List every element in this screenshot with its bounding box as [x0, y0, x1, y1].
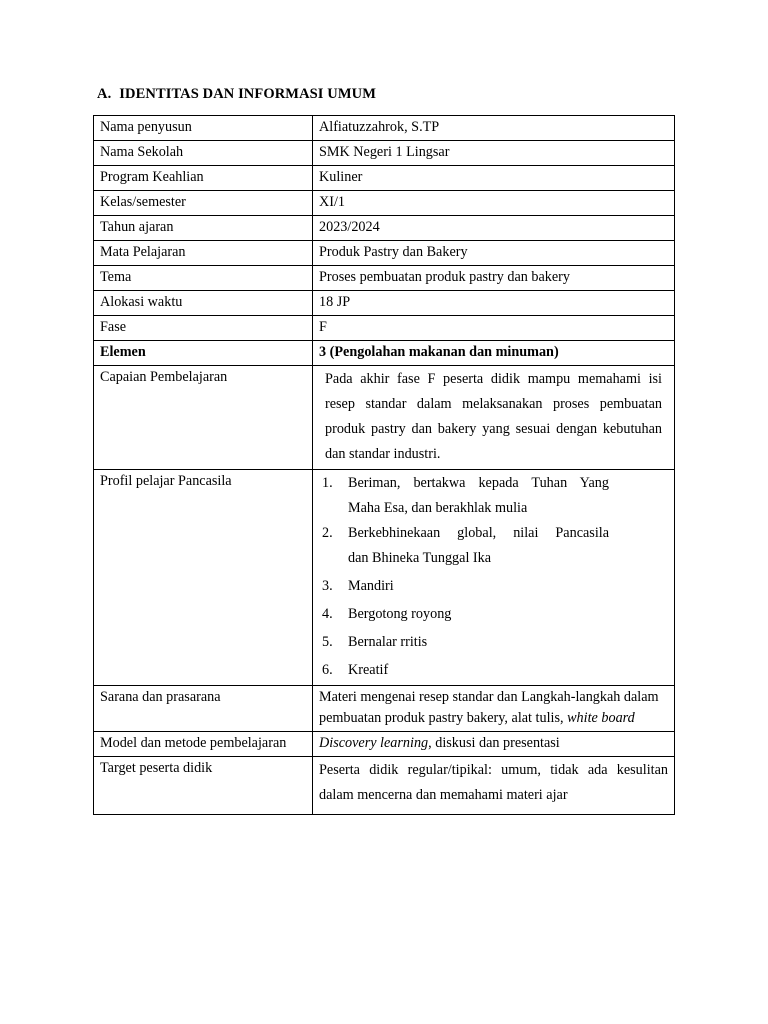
row-value-cell — [313, 732, 675, 757]
table-row — [94, 757, 675, 815]
table-row — [94, 166, 675, 191]
table-row — [94, 470, 675, 686]
row-label: Capaian Pembelajaran — [94, 366, 313, 470]
table-row — [94, 732, 675, 757]
sarana-text: Materi mengenai resep standar dan Langkah-langkah dalam pembuatan produk pastry bakery, alat tulis, — [319, 689, 659, 726]
table-row — [94, 366, 675, 470]
table-row — [94, 291, 675, 316]
table-row — [94, 116, 675, 141]
table-row — [94, 266, 675, 291]
profil-list — [319, 471, 609, 683]
row-value-cell — [313, 366, 675, 470]
list-number: 1. — [322, 475, 333, 491]
row-label: Elemen — [94, 341, 313, 366]
row-value: 3 (Pengolahan makanan dan minuman) — [313, 341, 675, 366]
list-text-line: Berkebhinekaan global, nilai Pancasila — [348, 525, 609, 541]
row-value: 18 JP — [313, 291, 675, 316]
row-value: Produk Pastry dan Bakery — [313, 241, 675, 266]
row-value: F — [313, 316, 675, 341]
row-label: Fase — [94, 316, 313, 341]
list-item — [319, 574, 609, 599]
row-value: 2023/2024 — [313, 216, 675, 241]
model-text: , diskusi dan presentasi — [428, 735, 560, 751]
list-number: 6. — [322, 662, 333, 678]
section-number: A. — [97, 86, 112, 102]
table-row — [94, 241, 675, 266]
sarana-italic-text: white board — [567, 710, 635, 726]
row-value: Alfiatuzzahrok, S.TP — [313, 116, 675, 141]
list-text: Bernalar rritis — [348, 634, 428, 650]
capaian-text: Pada akhir fase F peserta didik mampu memahami isi resep standar dalam melaksanakan proses pembuatan produk pastry dan bakery yang sesuai dengan kebutuhan dan standar industri. — [325, 371, 662, 462]
row-label: Program Keahlian — [94, 166, 313, 191]
list-text-line: dan Bhineka Tunggal Ika — [348, 550, 492, 566]
table-row — [94, 141, 675, 166]
list-number: 2. — [322, 525, 333, 541]
list-item — [319, 602, 609, 627]
list-item — [319, 630, 609, 655]
row-value: XI/1 — [313, 191, 675, 216]
list-item — [319, 471, 609, 521]
list-number: 4. — [322, 606, 333, 622]
row-value-cell — [313, 686, 675, 732]
section-title: IDENTITAS DAN INFORMASI UMUM — [119, 86, 376, 102]
table-row — [94, 191, 675, 216]
list-text: Bergotong royong — [348, 606, 452, 622]
list-text: Kreatif — [348, 662, 389, 678]
table-row — [94, 686, 675, 732]
row-label: Profil pelajar Pancasila — [94, 470, 313, 686]
model-italic-text: Discovery learning — [319, 735, 429, 751]
identity-table — [93, 115, 675, 815]
row-value: SMK Negeri 1 Lingsar — [313, 141, 675, 166]
section-heading — [97, 86, 376, 103]
row-label: Tema — [94, 266, 313, 291]
table-row — [94, 316, 675, 341]
row-label: Mata Pelajaran — [94, 241, 313, 266]
list-number: 3. — [322, 578, 333, 594]
row-value: Proses pembuatan produk pastry dan bakery — [313, 266, 675, 291]
list-text-line: Maha Esa, dan berakhlak mulia — [348, 500, 528, 516]
table-row — [94, 216, 675, 241]
list-text: Mandiri — [348, 578, 394, 594]
row-value-cell — [313, 757, 675, 815]
row-label: Tahun ajaran — [94, 216, 313, 241]
list-item — [319, 521, 609, 571]
row-label: Model dan metode pembelajaran — [94, 732, 313, 757]
list-text-line: Beriman, bertakwa kepada Tuhan Yang — [348, 475, 609, 491]
row-value-cell — [313, 470, 675, 686]
row-value: Kuliner — [313, 166, 675, 191]
list-item — [319, 658, 609, 683]
target-text: Peserta didik regular/tipikal: umum, tidak ada kesulitan dalam mencerna dan memahami materi ajar — [319, 762, 668, 803]
row-label: Nama penyusun — [94, 116, 313, 141]
row-label: Alokasi waktu — [94, 291, 313, 316]
row-label: Sarana dan prasarana — [94, 686, 313, 732]
row-label: Nama Sekolah — [94, 141, 313, 166]
table-row — [94, 341, 675, 366]
row-label: Target peserta didik — [94, 757, 313, 815]
list-number: 5. — [322, 634, 333, 650]
row-label: Kelas/semester — [94, 191, 313, 216]
